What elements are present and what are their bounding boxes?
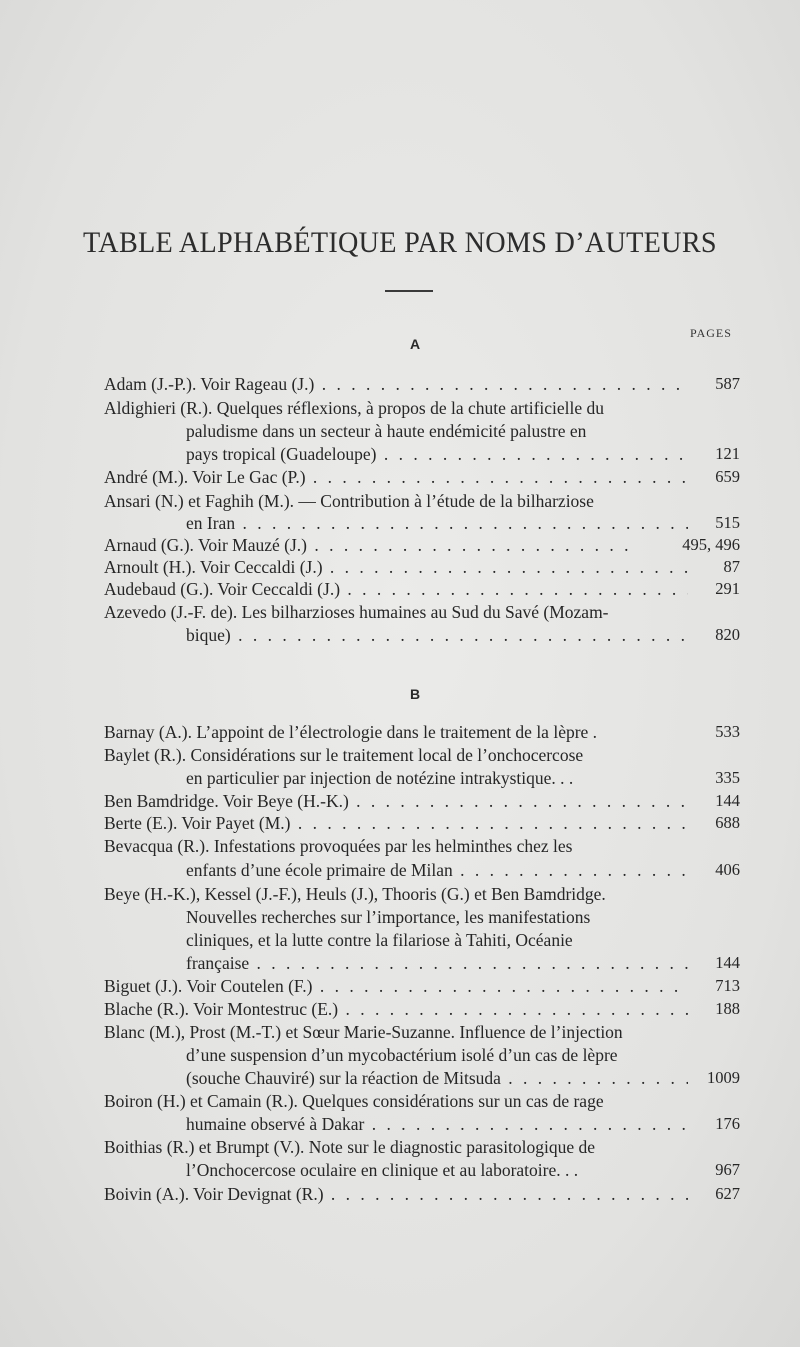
entry-text: Boithias (R.) et Brumpt (V.). Note sur le diagnostic parasitologique de [104,1137,596,1157]
entry-page: 1009 [707,1068,740,1087]
index-line [104,601,740,623]
entry-page: 406 [715,860,740,879]
entry-text: cliniques, et la lutte contre la filariose à Tahiti, Océanie [186,930,573,950]
index-line [186,929,740,951]
entry-page: 659 [715,467,740,486]
index-line [104,835,740,857]
index-line [186,1067,740,1089]
index-line [104,975,740,997]
entry-text: française . . . [186,952,688,974]
entry-text: André (M.). Voir Le Gac (P.) . . . [104,466,688,488]
entry-text: Baylet (R.). Considérations sur le traitement local de l’onchocercose [104,745,584,765]
section-letter-b: B [409,686,421,702]
entry-text: Biguet (J.). Voir Coutelen (F.) . . . [104,975,688,997]
entry-page: 188 [715,999,740,1018]
index-line [186,512,740,534]
entry-page: 688 [715,813,740,832]
entry-page: 627 [715,1184,740,1203]
entry-page: 144 [715,791,740,810]
entry-text: paludisme dans un secteur à haute endémicité palustre en [186,421,587,441]
entry-page: 121 [715,444,740,463]
entry-text: Beye (H.-K.), Kessel (J.-F.), Heuls (J.), Thooris (G.) et Ben Bamdridge. [104,884,606,904]
pages-column-label: PAGES [690,326,732,340]
entry-text: Audebaud (G.). Voir Ceccaldi (J.) . . . [104,578,688,600]
entry-page: 713 [715,976,740,995]
entry-page: 495, 496 [682,535,740,554]
index-line [104,534,740,556]
index-line [104,883,740,905]
entry-page: 144 [715,953,740,972]
page-title: TABLE ALPHABÉTIQUE PAR NOMS D’AUTEURS [83,226,717,259]
entry-text: Azevedo (J.-F. de). Les bilharzioses humaines au Sud du Savé (Mozam- [104,602,609,622]
index-line [104,490,740,512]
entry-text: enfants d’une école primaire de Milan . . . [186,859,688,881]
entry-page: 587 [715,374,740,393]
entry-text: Aldighieri (R.). Quelques réflexions, à propos de la chute artificielle du [104,398,605,418]
entry-text: pays tropical (Guadeloupe) . . . [186,443,688,465]
entry-text: (souche Chauviré) sur la réaction de Mitsuda . . . [186,1067,688,1089]
entry-text: en Iran . . . [186,512,688,534]
entry-page: 967 [715,1160,740,1179]
index-line [104,812,740,834]
entry-text: Nouvelles recherches sur l’importance, les manifestations [186,907,591,927]
index-line [104,1136,740,1158]
index-line [186,859,740,881]
entry-text: Bevacqua (R.). Infestations provoquées par les helminthes chez les [104,836,573,856]
index-line [186,952,740,974]
index-line [104,578,740,600]
index-line [186,1159,740,1181]
entry-text: l’Onchocercose oculaire en clinique et au laboratoire. . . [186,1160,579,1180]
entry-page: 291 [715,579,740,598]
entry-text: en particulier par injection de notézine intrakystique. . . [186,768,574,788]
entry-text: Adam (J.-P.). Voir Rageau (J.) . . . [104,373,688,395]
entry-page: 515 [715,513,740,532]
index-line [186,906,740,928]
entry-page: 335 [715,768,740,787]
entry-text: Arnoult (H.). Voir Ceccaldi (J.) . . . [104,556,688,578]
entry-text: Arnaud (G.). Voir Mauzé (J.) . . . [104,534,640,556]
entry-text: d’une suspension d’un mycobactérium isolé d’un cas de lèpre [186,1045,618,1065]
index-line [104,998,740,1020]
index-line [104,1183,740,1205]
index-line [104,466,740,488]
entry-text: Boiron (H.) et Camain (R.). Quelques considérations sur un cas de rage [104,1091,604,1111]
index-line [104,556,740,578]
entry-page: 87 [723,557,740,576]
index-line [104,790,740,812]
entry-text: Boivin (A.). Voir Devignat (R.) . . . [104,1183,688,1205]
index-line [186,767,740,789]
entry-text: Blanc (M.), Prost (M.-T.) et Sœur Marie-Suzanne. Influence de l’injection [104,1022,623,1042]
entry-text: Ben Bamdridge. Voir Beye (H.-K.) . . . [104,790,688,812]
entry-text: bique) . . . [186,624,688,646]
entry-text: Ansari (N.) et Faghih (M.). — Contribution à l’étude de la bilharziose [104,491,594,511]
index-line [186,1044,740,1066]
section-letter-a: A [409,336,421,352]
index-line [186,1113,740,1135]
entry-text: humaine observé à Dakar . . . [186,1113,688,1135]
entry-page: 820 [715,625,740,644]
index-line [104,721,740,743]
index-line [104,1021,740,1043]
index-line [104,1090,740,1112]
index-line [186,420,740,442]
entry-text: Berte (E.). Voir Payet (M.) . . . [104,812,688,834]
index-line [104,373,740,395]
index-line [186,443,740,465]
title-rule [385,290,433,292]
index-line [104,744,740,766]
entry-text: Blache (R.). Voir Montestruc (E.) . . . [104,998,688,1020]
index-line [186,624,740,646]
entry-text: Barnay (A.). L’appoint de l’électrologie dans le traitement de la lèpre . [104,722,598,742]
entry-page: 533 [715,722,740,741]
entry-page: 176 [715,1114,740,1133]
index-line [104,397,740,419]
